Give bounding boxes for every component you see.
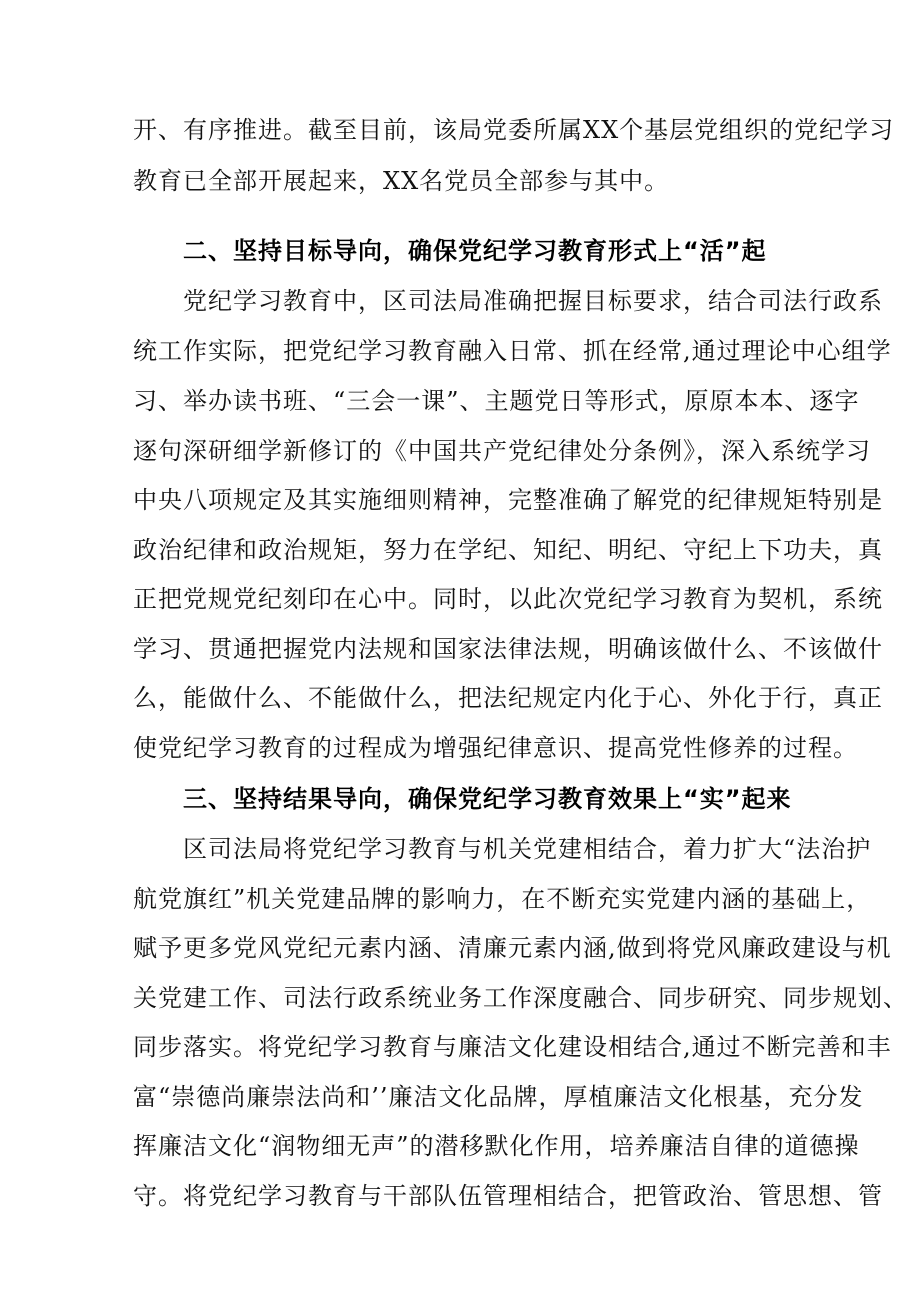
section-2-line-3: 习、举办读书班、“三会一课”、主题党日等形式，原原本本、逐字 <box>133 387 860 415</box>
section-2-line-10: 使党纪学习教育的过程成为增强纪律意识、提高党性修养的过程。 <box>133 734 858 762</box>
section-2-line-4: 逐句深研细学新修订的《中国共产党纪律处分条例》，深入系统学习 <box>133 437 871 465</box>
section-2-line-7: 正把党规党纪刻印在心中。同时，以此次党纪学习教育为契机，系统 <box>133 585 883 613</box>
intro-line-1: 开、有序推进。截至目前，该局党委所属XX个基层党组织的党纪学习 <box>133 116 895 144</box>
section-3-heading: 三、坚持结果导向，确保党纪学习教育效果上“实”起来 <box>183 785 792 813</box>
section-3-line-2: 航党旗红”机关党建品牌的影响力，在不断充实党建内涵的基础上， <box>133 885 872 913</box>
intro-line-2: 教育已全部开展起来，XX名党员全部参与其中。 <box>133 167 670 195</box>
section-3-line-5: 同步落实。将党纪学习教育与廉洁文化建设相结合,通过不断完善和丰 <box>133 1033 892 1061</box>
section-3-line-6: 富“崇德尚廉崇法尚和’’廉洁文化品牌，厚植廉洁文化根基，充分发 <box>133 1083 864 1111</box>
section-3-line-4: 关党建工作、司法行政系统业务工作深度融合、同步研究、同步规划、 <box>133 984 908 1012</box>
section-2-line-5: 中央八项规定及其实施细则精神，完整准确了解党的纪律规矩特别是 <box>133 486 883 514</box>
section-2-line-8: 学习、贯通把握党内法规和国家法律法规，明确该做什么、不该做什 <box>133 635 883 663</box>
section-3-line-1: 区司法局将党纪学习教育与机关党建相结合，着力扩大“法治护 <box>183 835 872 863</box>
section-2-line-6: 政治纪律和政治规矩，努力在学纪、知纪、明纪、守纪上下功夫，真 <box>133 536 883 564</box>
section-3-line-7: 挥廉洁文化“润物细无声”的潜移默化作用，培养廉洁自律的道德操 <box>133 1132 860 1160</box>
section-2-heading: 二、坚持目标导向，确保党纪学习教育形式上“活”起 <box>183 237 767 265</box>
section-3-line-3: 赋予更多党风党纪元素内涵、清廉元素内涵,做到将党风廉政建设与机 <box>133 934 892 962</box>
section-2-line-9: 么，能做什么、不能做什么，把法纪规定内化于心、外化于行，真正 <box>133 684 883 712</box>
section-3-line-8: 守。将党纪学习教育与干部队伍管理相结合，把管政治、管思想、管 <box>133 1182 883 1210</box>
section-2-line-2: 统工作实际，把党纪学习教育融入日常、抓在经常,通过理论中心组学 <box>133 337 892 365</box>
section-2-line-1: 党纪学习教育中，区司法局准确把握目标要求，结合司法行政系 <box>183 287 883 315</box>
